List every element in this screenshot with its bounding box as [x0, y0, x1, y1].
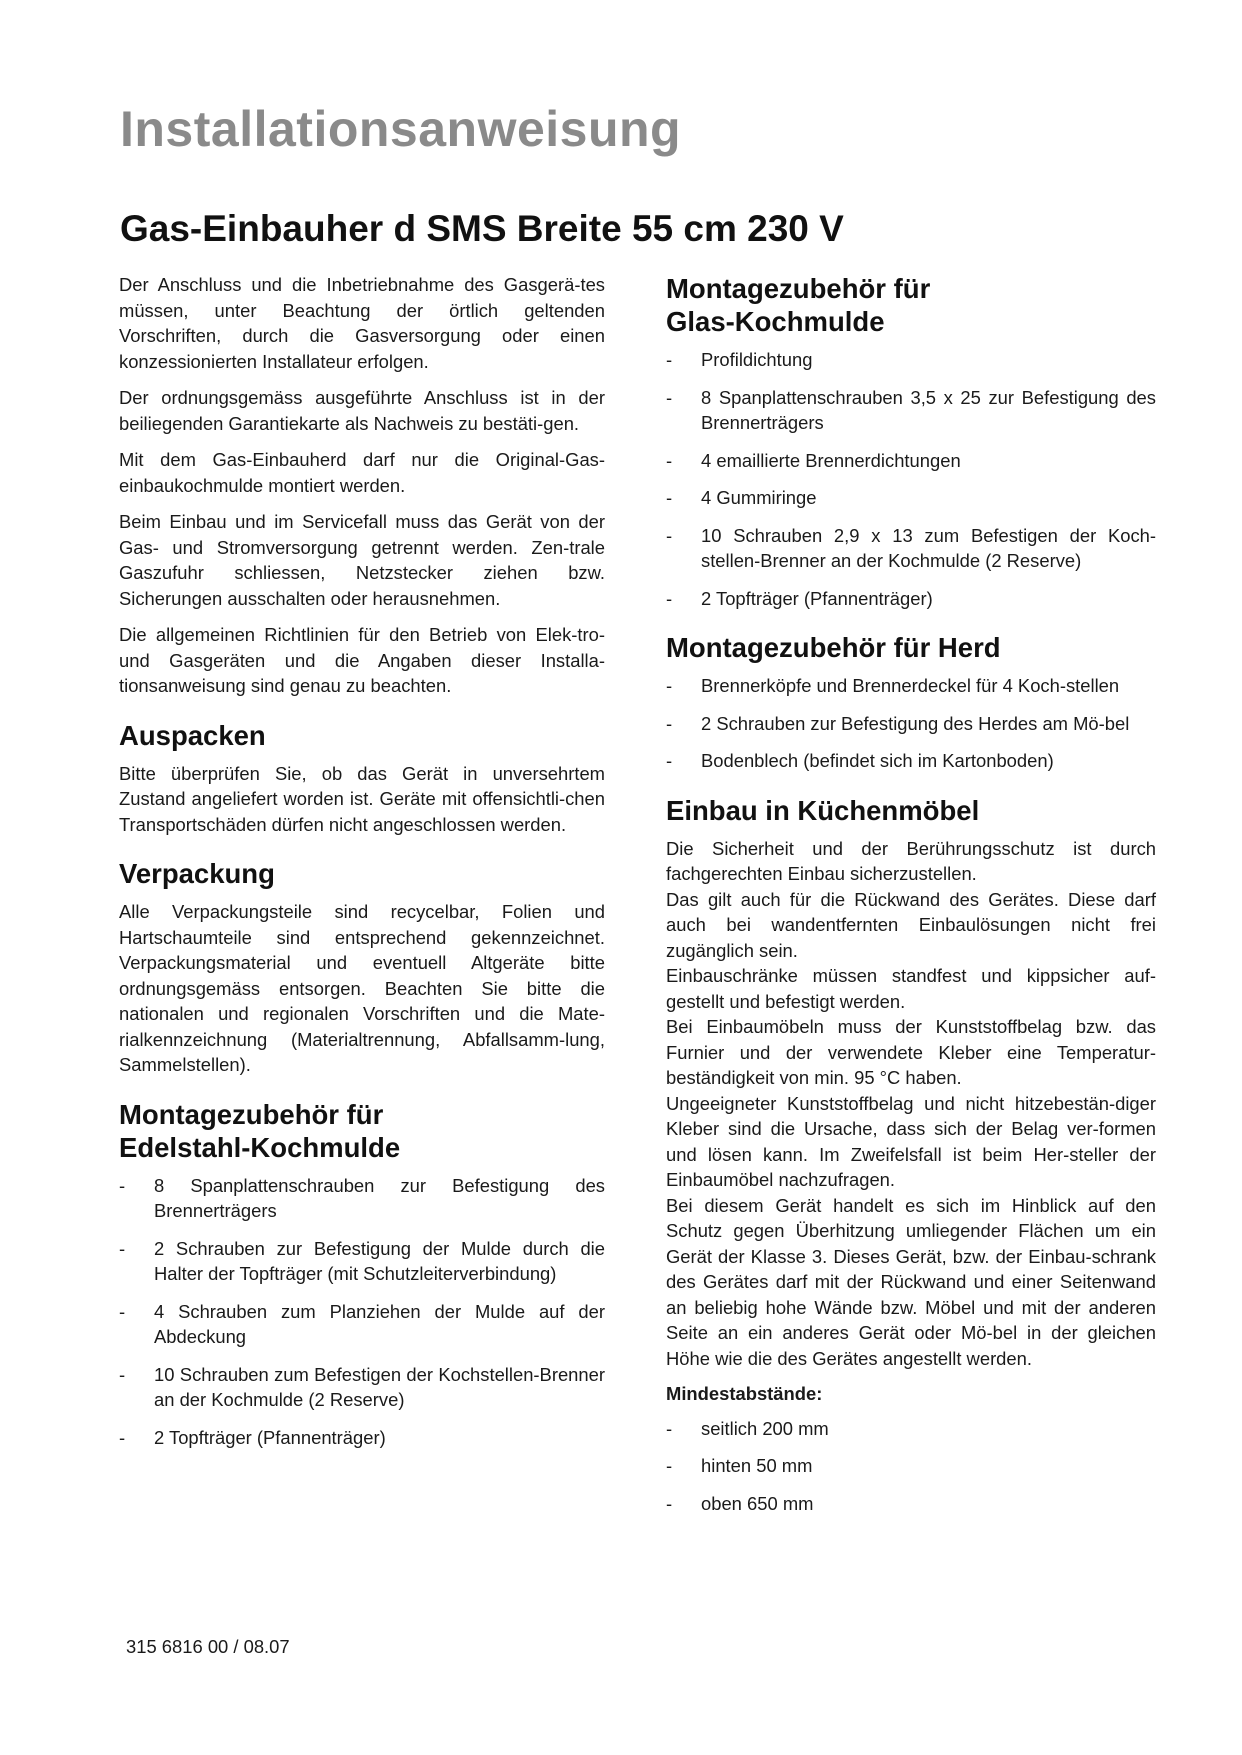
- einbau-paragraph: Bei Einbaumöbeln muss der Kunststoffbelag bzw. das Furnier und der verwendete Kleber eine Temperatur-beständigkeit von min. 95 °C haben.: [666, 1016, 1156, 1088]
- list-item-text: 4 emaillierte Brennerdichtungen: [701, 449, 961, 471]
- intro-paragraph: Mit dem Gas-Einbauherd darf nur die Original-Gas-einbaukochmulde montiert werden.: [119, 449, 605, 496]
- list-item: [666, 485, 1156, 511]
- einbau-paragraph: Bei diesem Gerät handelt es sich im Hinblick auf den Schutz gegen Überhitzung umliegender Flächen um ein Gerät der Klasse 3. Dieses Gerät, bzw. der Einbau-schrank des Gerätes darf mit der Rückwand und einer Seitenwand an beliebig hohe Wände bzw. Möbel und mit der anderen Seite an ein anderes Gerät oder Mö-bel in der gleichen Höhe wie die des Gerätes angestellt werden.: [666, 1194, 1156, 1369]
- list-item-text: 2 Schrauben zur Befestigung des Herdes am Mö-bel: [701, 712, 1130, 734]
- dash-bullet: -: [666, 386, 673, 408]
- dash-bullet: -: [119, 1174, 126, 1196]
- list-item: [119, 1425, 605, 1451]
- dash-bullet: -: [119, 1237, 126, 1259]
- list-item: [666, 523, 1156, 574]
- dash-bullet: -: [666, 1492, 673, 1514]
- list-item-text: 10 Schrauben zum Befestigen der Kochstellen-Brenner an der Kochmulde (2 Reserve): [154, 1363, 605, 1410]
- intro-paragraph: Der Anschluss und die Inbetriebnahme des Gasgerä-tes müssen, unter Beachtung der örtlich geltenden Vorschriften, durch die Gasversorgung oder einen konzessionierten Installateur erfolgen.: [119, 274, 605, 372]
- dash-bullet: -: [119, 1426, 126, 1448]
- list-item-text: hinten 50 mm: [701, 1455, 813, 1476]
- list-item-text: Profildichtung: [701, 349, 813, 370]
- document-number: 315 6816 00 / 08.07: [126, 1636, 290, 1657]
- min-distances-label: Mindestabstände:: [666, 1383, 823, 1404]
- dash-bullet: -: [666, 1417, 673, 1439]
- auspacken-text: Bitte überprüfen Sie, ob das Gerät in unversehrtem Zustand angeliefert worden ist. Geräte mit offensichtli-chen Transportschäden dürfen nicht angeschlossen werden.: [119, 762, 605, 835]
- list-item-text: seitlich 200 mm: [701, 1417, 829, 1439]
- heading-line: Montagezubehör für: [666, 273, 931, 304]
- right-column: [666, 272, 1156, 1528]
- dash-bullet: -: [119, 1300, 126, 1322]
- dash-bullet: -: [666, 487, 673, 508]
- left-column: [119, 272, 605, 1462]
- heading-line: Glas-Kochmulde: [666, 306, 885, 337]
- list-item: [119, 1236, 605, 1287]
- edelstahl-list: [119, 1173, 605, 1451]
- section-heading-verpackung: Verpackung: [119, 858, 275, 889]
- dash-bullet: -: [666, 349, 673, 370]
- list-item: [666, 586, 1156, 612]
- list-item-text: 2 Topfträger (Pfannenträger): [154, 1426, 386, 1448]
- intro-paragraph: Der ordnungsgemäss ausgeführte Anschluss ist in der beiliegenden Garantiekarte als Nachweis zu bestäti-gen.: [119, 387, 605, 434]
- einbau-paragraph: Das gilt auch für die Rückwand des Gerätes. Diese darf auch bei wandentfernten Einbaulösungen nicht frei zugänglich sein.: [666, 888, 1156, 961]
- min-distances-list: [666, 1416, 1156, 1517]
- dash-bullet: -: [666, 1455, 673, 1476]
- list-item-text: Bodenblech (befindet sich im Kartonboden): [701, 750, 1054, 771]
- list-item-text: 10 Schrauben 2,9 x 13 zum Befestigen der Koch-stellen-Brenner an der Kochmulde (2 Reserve): [701, 524, 1156, 571]
- list-item-text: 4 Schrauben zum Planziehen der Mulde auf der Abdeckung: [154, 1300, 605, 1347]
- list-item: [666, 347, 1156, 373]
- intro-paragraph: Die allgemeinen Richtlinien für den Betrieb von Elek-tro- und Gasgeräten und die Angaben dieser Installa-tionsanweisung sind genau zu beachten.: [119, 624, 605, 696]
- list-item: [666, 448, 1156, 474]
- list-item: [666, 673, 1156, 699]
- section-heading-herd: Montagezubehör für Herd: [666, 632, 1001, 663]
- dash-bullet: -: [666, 587, 673, 609]
- dash-bullet: -: [119, 1363, 126, 1385]
- verpackung-text: Alle Verpackungsteile sind recycelbar, Folien und Hartschaumteile sind entsprechend gekennzeichnet. Verpackungsmaterial und eventuell Altgeräte bitte ordnungsgemäss entsorgen. Beachten Sie bitte die nationalen und regionalen Vorschriften und die Mate-rialkennzeichnung (Materialtrennung, Abfallsamm-lung, Sammelstellen).: [119, 901, 605, 1075]
- glas-list: [666, 347, 1156, 611]
- einbau-paragraph: Ungeeigneter Kunststoffbelag und nicht hitzebestän-diger Kleber sind die Ursache, dass sich der Belag ver-formen und lösen kann. Im Zweifelsfall ist beim Her-steller der Einbaumöbel nachzufragen.: [666, 1092, 1156, 1190]
- list-item-text: 4 Gummiringe: [701, 487, 817, 508]
- list-item: [666, 711, 1156, 737]
- heading-line: Edelstahl-Kochmulde: [119, 1131, 401, 1163]
- document-title: Installationsanweisung: [120, 101, 682, 157]
- list-item: [666, 1416, 1156, 1442]
- einbau-paragraph: Einbauschränke müssen standfest und kippsicher auf-gestellt und befestigt werden.: [666, 965, 1156, 1012]
- list-item: [666, 1491, 1156, 1517]
- section-heading-glas: [666, 272, 1156, 338]
- list-item: [666, 385, 1156, 436]
- dash-bullet: -: [666, 675, 673, 696]
- list-item: [119, 1299, 605, 1350]
- intro-paragraph: Beim Einbau und im Servicefall muss das Gerät von der Gas- und Stromversorgung getrennt werden. Zen-trale Gaszufuhr schliessen, Netzstecker ziehen bzw. Sicherungen ausschalten oder herausnehmen.: [119, 511, 605, 609]
- document-subtitle: Gas-Einbauher d SMS Breite 55 cm 230 V: [120, 208, 844, 249]
- section-heading-auspacken: Auspacken: [119, 719, 266, 751]
- list-item: [666, 748, 1156, 774]
- list-item-text: 8 Spanplattenschrauben 3,5 x 25 zur Befestigung des Brennerträgers: [701, 386, 1156, 433]
- list-item: [119, 1362, 605, 1413]
- heading-line: Montagezubehör für: [119, 1098, 384, 1130]
- dash-bullet: -: [666, 750, 673, 771]
- list-item-text: 8 Spanplattenschrauben zur Befestigung des Brennerträgers: [154, 1174, 605, 1221]
- list-item-text: 2 Schrauben zur Befestigung der Mulde durch die Halter der Topfträger (mit Schutzleiterverbindung): [154, 1237, 605, 1284]
- list-item: [119, 1173, 605, 1224]
- dash-bullet: -: [666, 524, 673, 546]
- section-heading-edelstahl: [119, 1098, 605, 1164]
- list-item: [666, 1453, 1156, 1479]
- herd-list: [666, 673, 1156, 774]
- list-item-text: 2 Topfträger (Pfannenträger): [701, 587, 933, 609]
- einbau-paragraph: Die Sicherheit und der Berührungsschutz ist durch fachgerechten Einbau sicherzustellen.: [666, 837, 1156, 884]
- dash-bullet: -: [666, 449, 673, 471]
- section-heading-einbau: Einbau in Küchenmöbel: [666, 794, 980, 826]
- dash-bullet: -: [666, 712, 673, 734]
- list-item-text: Brennerköpfe und Brennerdeckel für 4 Koch-stellen: [701, 675, 1120, 696]
- list-item-text: oben 650 mm: [701, 1492, 814, 1514]
